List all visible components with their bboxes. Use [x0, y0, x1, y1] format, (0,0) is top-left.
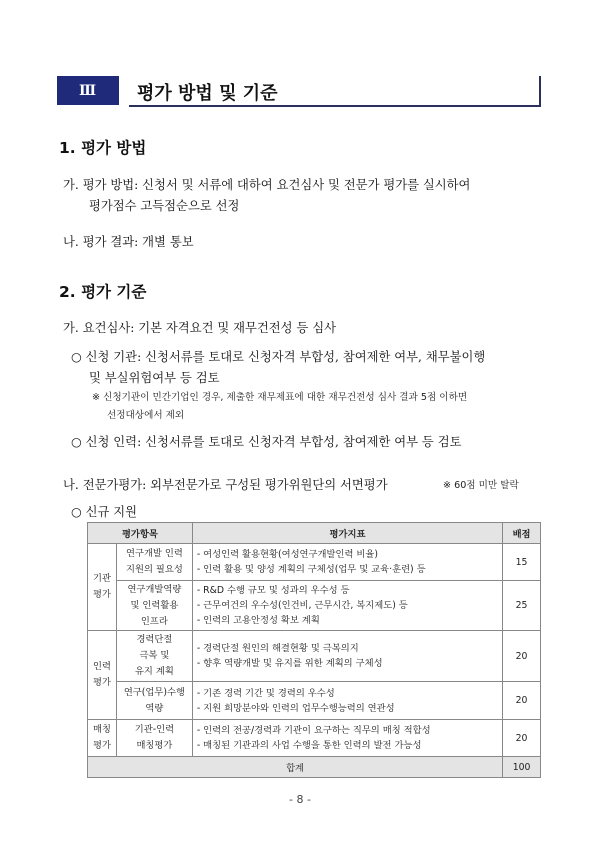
item-cell: 기관-인력 매칭평가: [116, 720, 192, 757]
expert-eval-note: ※ 60점 미만 탈락: [443, 480, 519, 491]
section-title-frame: [129, 76, 541, 107]
section-title: 평가 방법 및 기준: [137, 83, 278, 104]
applicant-org-line-1: ○ 신청 기관: 신청서류를 토대로 신청자격 부합성, 참여제한 여부, 채무불이행: [71, 350, 486, 364]
expert-eval-line: 나. 전문가평가: 외부전문가로 구성된 평가위원단의 서면평가: [63, 478, 388, 492]
table-row: [88, 682, 541, 720]
indicator-cell: - 인력의 전공/경력과 기관이 요구하는 직무의 매칭 적합성 - 매칭된 기관과의 사업 수행을 통한 인력의 발전 가능성: [192, 720, 502, 757]
table-header-row: [88, 523, 541, 544]
indicator-cell: - 경력단절 원인의 해결현황 및 극복의지 - 향후 역량개발 및 유지를 위한 계획의 구체성: [192, 631, 502, 682]
group-name-cell: 매칭 평가: [88, 720, 117, 757]
total-label: 합계: [88, 757, 503, 778]
applicant-org-line-2: 및 부실위험여부 등 검토: [89, 371, 220, 385]
item-cell: 연구개발 인력 지원의 필요성: [116, 544, 192, 581]
table-row: [88, 544, 541, 581]
result-line: 나. 평가 결과: 개별 통보: [63, 235, 194, 249]
indicator-cell: - 여성인력 활용현황(여성연구개발인력 비율) - 인력 활용 및 양성 계획의 구체성(업무 및 교육·훈련) 등: [192, 544, 502, 581]
table-row: [88, 581, 541, 631]
requirements-line: 가. 요건심사: 기본 자격요건 및 재무건전성 등 심사: [63, 321, 336, 335]
item-cell: 경력단절 극복 및 유지 계획: [116, 631, 192, 682]
points-cell: 20: [503, 631, 541, 682]
header-indicator: 평가지표: [192, 523, 502, 544]
indicator-cell: - R&D 수행 규모 및 성과의 우수성 등 - 근무여건의 우수성(인건비, 근무시간, 복지제도) 등 - 인력의 고용안정성 확보 계획: [192, 581, 502, 631]
header-points: 배점: [503, 523, 541, 544]
item-cell: 연구개발역량 및 인력활용 인프라: [116, 581, 192, 631]
page-number: - 8 -: [289, 793, 311, 806]
heading-evaluation-criteria: 2. 평가 기준: [59, 283, 147, 301]
table-row: [88, 720, 541, 757]
points-cell: 20: [503, 682, 541, 720]
applicant-person-line: ○ 신청 인력: 신청서류를 토대로 신청자격 부합성, 참여제한 여부 등 검토: [71, 435, 462, 449]
section-number-box: Ⅲ: [57, 76, 119, 105]
points-cell: 25: [503, 581, 541, 631]
total-points: 100: [503, 757, 541, 778]
table-row: [88, 631, 541, 682]
method-line-2: 평가점수 고득점순으로 선정: [89, 199, 240, 213]
heading-evaluation-method: 1. 평가 방법: [59, 139, 147, 157]
evaluation-table: [87, 522, 541, 778]
indicator-cell: - 기존 경력 기간 및 경력의 우수성 - 지원 희망분야와 인력의 업무수행능력의 연관성: [192, 682, 502, 720]
new-support-line: ○ 신규 지원: [71, 505, 138, 519]
points-cell: 20: [503, 720, 541, 757]
group-name-cell: 인력 평가: [88, 631, 117, 720]
table-total-row: [88, 757, 541, 778]
item-cell: 연구(업무)수행 역량: [116, 682, 192, 720]
points-cell: 15: [503, 544, 541, 581]
title-frame-bar: [539, 76, 541, 105]
method-line-1: 가. 평가 방법: 신청서 및 서류에 대하여 요건심사 및 전문가 평가를 실시하여: [63, 178, 471, 192]
note-line-1: ※ 신청기관이 민간기업인 경우, 제출한 재무제표에 대한 재무건전성 심사 결과 5점 이하면: [92, 392, 468, 403]
section-header: [57, 76, 541, 105]
note-line-2: 선정대상에서 제외: [107, 410, 185, 421]
header-item: 평가항목: [88, 523, 193, 544]
group-name-cell: 기관 평가: [88, 544, 117, 631]
